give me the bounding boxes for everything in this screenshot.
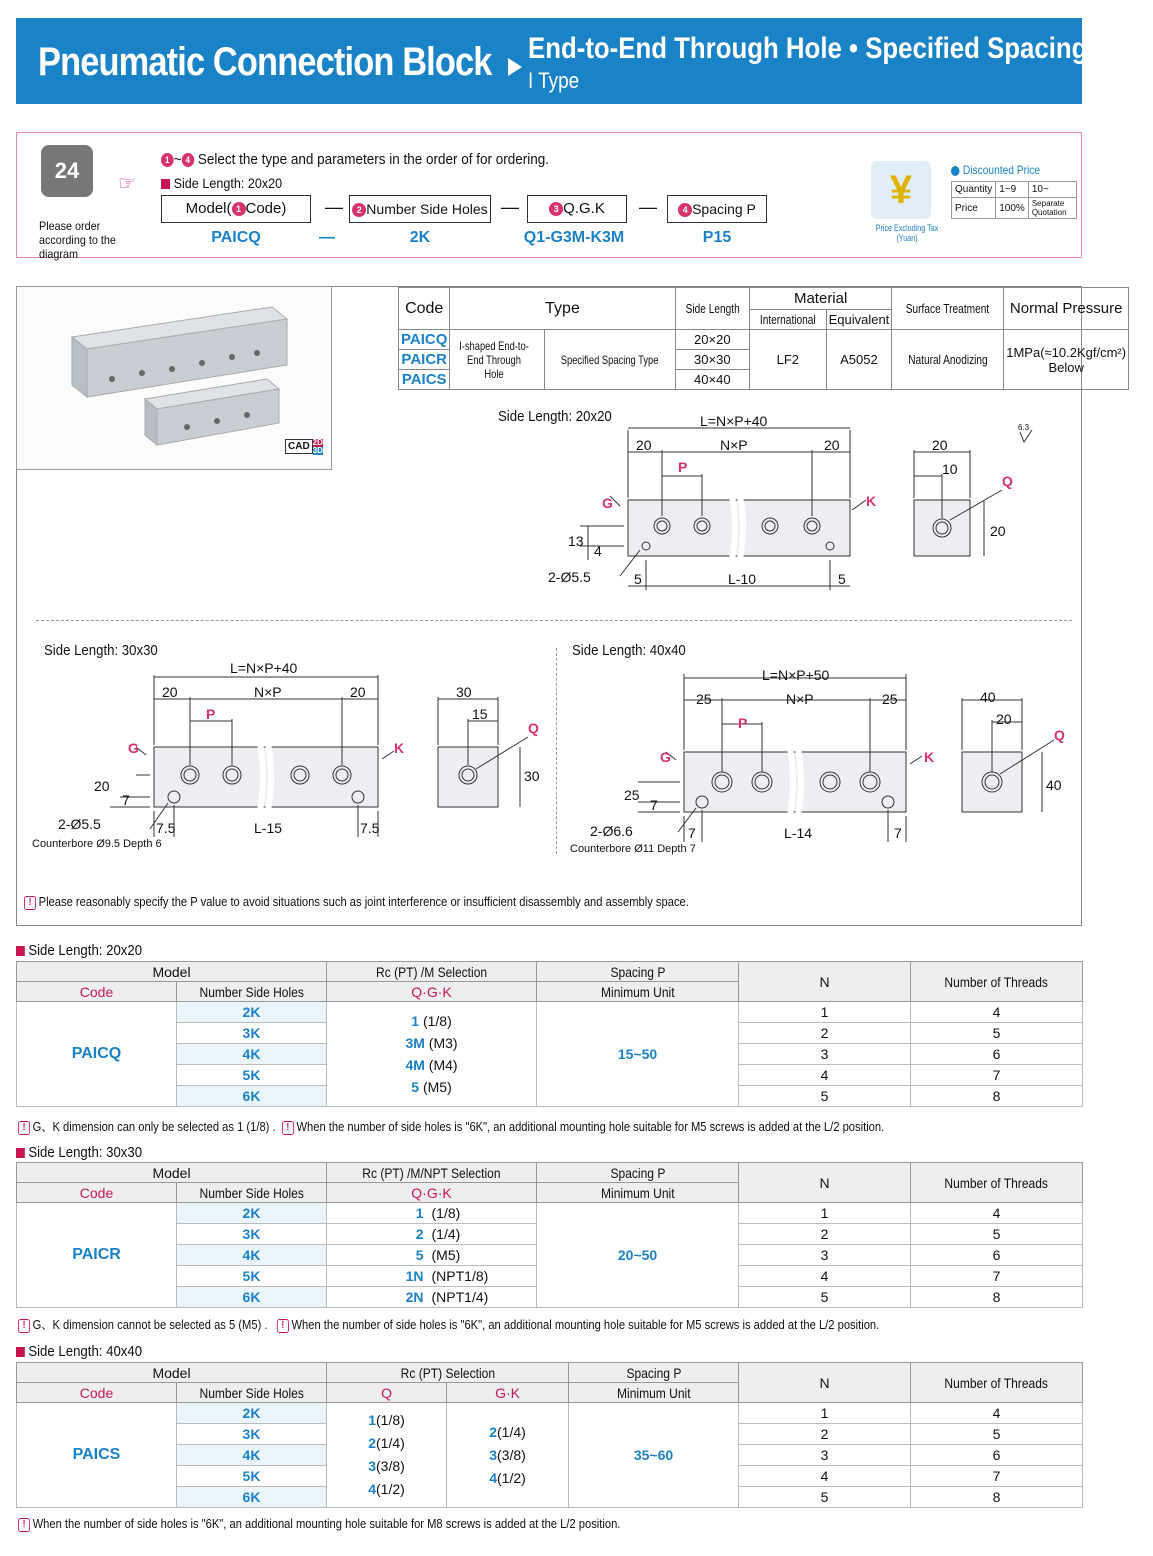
- dim-b: 25: [882, 691, 898, 707]
- code-paicq: PAICQ: [399, 330, 450, 350]
- dash: —: [501, 197, 519, 217]
- header-model: Model: [17, 1363, 327, 1383]
- table-row: [17, 1403, 1083, 1424]
- model-label: Model(: [185, 200, 232, 217]
- diagram-20-title: Side Length: 20x20: [498, 408, 612, 425]
- cell: 3K: [177, 1224, 327, 1245]
- side-20: 20×20: [675, 330, 749, 350]
- dim-v30: 30: [524, 768, 540, 784]
- qgk-label: Q.G.K: [563, 200, 605, 217]
- page-header: [16, 18, 1153, 104]
- dim-L14: L-14: [784, 825, 813, 841]
- warning-icon: !: [277, 1319, 289, 1333]
- header-n: N: [739, 1163, 911, 1203]
- cell: 5: [327, 1245, 432, 1266]
- sel-size: (M4): [428, 1057, 458, 1073]
- cell: 6: [911, 1445, 1083, 1466]
- diagram-40-title: Side Length: 40x40: [572, 642, 686, 659]
- label-q: Q: [528, 720, 539, 736]
- code-cell: PAICS: [17, 1403, 177, 1508]
- sel-code: 1: [368, 1412, 377, 1428]
- cell: Price: [952, 198, 996, 219]
- dim-4: 4: [594, 543, 602, 559]
- dim-np: N×P: [254, 684, 282, 700]
- L-formula: L=N×P+50: [762, 667, 830, 683]
- step-2-badge: 2: [352, 203, 366, 217]
- header-code: Code: [17, 982, 177, 1002]
- cell: 2: [739, 1424, 911, 1445]
- sel-code: 3: [489, 1446, 498, 1463]
- label-q: Q: [1002, 473, 1013, 489]
- cell: 4K: [177, 1445, 327, 1466]
- cell: 2K: [177, 1203, 327, 1224]
- label-k: K: [866, 493, 877, 509]
- section-20: [16, 942, 142, 959]
- cell: 3: [739, 1044, 911, 1065]
- table-20-notes: [18, 1116, 884, 1135]
- cell: (M5): [432, 1245, 537, 1266]
- cell: 4: [739, 1065, 911, 1086]
- cell: 2: [327, 1224, 432, 1245]
- holes-spec: 2-Ø6.6: [590, 823, 633, 839]
- label-k: K: [394, 740, 405, 756]
- cad-label: CAD: [285, 439, 313, 454]
- cell: 4: [739, 1266, 911, 1287]
- sel-code: 3: [368, 1458, 377, 1474]
- cell: 5: [911, 1023, 1083, 1044]
- yen-icon: ¥: [871, 161, 931, 219]
- header-code: Code: [17, 1383, 177, 1403]
- dim-e1: 7: [688, 825, 696, 841]
- step-1-badge: 1: [161, 153, 174, 167]
- dim-L10: L-10: [728, 571, 757, 587]
- order-instruction: [161, 151, 549, 168]
- diagram-30: [32, 655, 550, 855]
- header-rc: Rc (PT) /M Selection: [375, 963, 488, 980]
- dim-e1: 5: [634, 571, 642, 587]
- cell: 6K: [177, 1086, 327, 1107]
- page-title: Pneumatic Connection Block: [38, 40, 492, 84]
- price-table: [951, 181, 1077, 219]
- dim-e2: 7: [894, 825, 902, 841]
- section-title: Side Length: 20x20: [28, 942, 143, 959]
- cad-3d: 3D: [312, 446, 323, 455]
- cell: (1/8): [432, 1203, 537, 1224]
- dim-e2: 7.5: [360, 820, 380, 836]
- q-selection-cell: [327, 1403, 447, 1508]
- discount-text: Discounted Price: [962, 163, 1041, 177]
- discounted-price-label: [951, 163, 1040, 177]
- product-photo: [16, 286, 332, 470]
- main-note-text: Please reasonably specify the P value to avoid situations such as joint interference or insufficient disassembly and assembly space.: [38, 894, 689, 909]
- dash: —: [319, 229, 335, 246]
- side-40: 40×40: [675, 370, 749, 390]
- price-panel: [867, 157, 1077, 243]
- code-paicr: PAICR: [399, 350, 450, 370]
- sel-size: (1/8): [376, 1412, 405, 1428]
- header-n: N: [739, 962, 911, 1002]
- step-1-badge: 1: [232, 202, 246, 216]
- sel-size: (M5): [422, 1079, 452, 1095]
- cell: 5: [739, 1086, 911, 1107]
- divider-vertical: [556, 648, 557, 854]
- cell: 3K: [177, 1023, 327, 1044]
- cell: 4: [911, 1203, 1083, 1224]
- pressure-below: Below: [1048, 359, 1084, 375]
- cell: (NPT1/8): [432, 1266, 537, 1287]
- note-text: When the number of side holes is "6K", an additional mounting hole suitable for M5 screws is added at the L/2 position.: [291, 1317, 880, 1332]
- diagram-40: [566, 660, 1076, 860]
- cell: 1: [327, 1203, 432, 1224]
- header-threads: Number of Threads: [944, 1374, 1049, 1391]
- step-4-badge: 4: [181, 153, 194, 167]
- dim-s15: 15: [472, 706, 488, 722]
- gk-selection-cell: [447, 1403, 569, 1508]
- cell: 8: [911, 1287, 1083, 1308]
- selection-cell: [327, 1002, 537, 1107]
- cell: 8: [911, 1487, 1083, 1508]
- note-text: When the number of side holes is "6K", an additional mounting hole suitable for M8 screws is added at the L/2 position.: [32, 1516, 621, 1531]
- type2: Specified Spacing Type: [561, 352, 659, 367]
- cell: (NPT1/4): [432, 1287, 537, 1308]
- cell: 1~9: [996, 182, 1029, 198]
- sel-size: (1/4): [497, 1423, 526, 1440]
- warning-icon: !: [282, 1121, 294, 1135]
- cad-2d: 2D: [312, 438, 323, 447]
- header-intl: International: [759, 312, 816, 327]
- holes-spec: 2-Ø5.5: [58, 816, 101, 832]
- sel-code: 3M: [405, 1035, 425, 1051]
- price-excl-tax: Price Excluding Tax (Yuan): [875, 223, 939, 243]
- label-q: Q: [1054, 727, 1065, 743]
- sel-code: 2: [489, 1423, 498, 1440]
- section-30: [16, 1144, 142, 1161]
- header-rc: Rc (PT) Selection: [400, 1364, 495, 1381]
- cell: 3K: [177, 1424, 327, 1445]
- sel-size: (3/8): [497, 1446, 526, 1463]
- dim-b: 20: [350, 684, 366, 700]
- roughness: 6.3: [1018, 423, 1030, 432]
- table-30-notes: [18, 1314, 879, 1333]
- header-code: Code: [17, 1183, 177, 1203]
- order-side-length: [161, 175, 282, 191]
- spacing-label: Spacing P: [692, 201, 756, 217]
- equiv-value: A5052: [826, 330, 892, 390]
- page-subtitle-type: I Type: [528, 68, 580, 93]
- header-spacing: Spacing P: [610, 1164, 665, 1181]
- cell: 7: [911, 1065, 1083, 1086]
- header-side-holes: Number Side Holes: [199, 1384, 304, 1401]
- dim-b: 20: [824, 437, 840, 453]
- L-formula: L=N×P+40: [230, 660, 298, 676]
- cell: 4K: [177, 1044, 327, 1065]
- cell: 10~: [1028, 182, 1076, 198]
- header-gk: G·K: [447, 1383, 569, 1403]
- cell: 5: [739, 1487, 911, 1508]
- range-cell: 20~50: [537, 1203, 739, 1308]
- dim-7: 7: [122, 792, 130, 808]
- order-box-side-holes: [349, 195, 491, 223]
- range-cell: 15~50: [537, 1002, 739, 1107]
- cell: 5K: [177, 1266, 327, 1287]
- cell: 2N: [327, 1287, 432, 1308]
- example-code: PAICQ: [211, 229, 261, 246]
- pressure-value: 1MPa(≈10.2Kgf/cm²): [1006, 344, 1127, 360]
- code-cell: PAICR: [17, 1203, 177, 1308]
- dim-np: N×P: [786, 691, 814, 707]
- order-box-spacing: [667, 195, 767, 223]
- note-text: G、K dimension can only be selected as 1 (1/8) .: [32, 1119, 276, 1134]
- dim-e2: 5: [838, 571, 846, 587]
- cell: 2K: [177, 1403, 327, 1424]
- header-model: Model: [17, 962, 327, 982]
- dash: —: [325, 197, 343, 217]
- cell: 6: [911, 1044, 1083, 1065]
- diagram-30-title: Side Length: 30x30: [44, 642, 158, 659]
- warning-icon: !: [24, 896, 36, 910]
- header-pressure: Normal Pressure: [1004, 288, 1129, 330]
- label-k: K: [924, 749, 935, 765]
- cell: 6K: [177, 1287, 327, 1308]
- table-row: [17, 1203, 1083, 1224]
- tilde: ~: [173, 151, 182, 168]
- sel-size: (1/2): [497, 1469, 526, 1486]
- square-bullet-icon: [161, 179, 170, 189]
- label-p: P: [738, 715, 748, 731]
- table-20: [16, 961, 1083, 1107]
- header-qgk: Q·G·K: [327, 1183, 537, 1203]
- cell: 2: [739, 1224, 911, 1245]
- pointing-hand-icon: ☞: [118, 173, 136, 195]
- divider: [36, 620, 1072, 621]
- sel-size: (1/4): [376, 1435, 405, 1451]
- dim-s40: 40: [980, 689, 996, 705]
- sel-code: 1: [411, 1013, 420, 1029]
- square-bullet-icon: [16, 1347, 25, 1357]
- sel-code: 2: [368, 1435, 377, 1451]
- dim-s20: 20: [932, 437, 948, 453]
- example-qgk: Q1-G3M-K3M: [523, 229, 625, 246]
- header-min-unit: Minimum Unit: [600, 983, 675, 1000]
- dot-icon: [951, 166, 960, 176]
- header-side-holes: Number Side Holes: [199, 983, 304, 1000]
- section-40: [16, 1343, 142, 1360]
- header-spacing: Spacing P: [610, 963, 665, 980]
- order-box-qgk: [527, 195, 627, 223]
- sel-code: 4: [489, 1469, 498, 1486]
- sel-code: 4: [368, 1481, 377, 1497]
- label-p: P: [206, 706, 216, 722]
- cell: 8: [911, 1086, 1083, 1107]
- header-n: N: [739, 1363, 911, 1403]
- dim-v40: 40: [1046, 777, 1062, 793]
- sel-size: (M3): [428, 1035, 458, 1051]
- cell: 7: [911, 1266, 1083, 1287]
- order-box: [16, 132, 1082, 261]
- cell: 5: [739, 1287, 911, 1308]
- dim-7: 7: [650, 797, 658, 813]
- dim-20: 20: [94, 778, 110, 794]
- header-min-unit: Minimum Unit: [616, 1384, 691, 1401]
- page-subtitle: End-to-End Through Hole • Specified Spacing Type: [528, 32, 1153, 65]
- header-threads: Number of Threads: [944, 1174, 1049, 1191]
- label-g: G: [602, 495, 613, 511]
- type1: I-shaped End-to-End Through Hole: [459, 338, 530, 381]
- phone-24-icon: 24: [41, 145, 93, 197]
- sel-size: (1/2): [376, 1481, 405, 1497]
- warning-icon: !: [18, 1518, 30, 1532]
- header-equiv: Equivalent: [826, 310, 892, 330]
- cell: 4: [739, 1466, 911, 1487]
- counterbore: Counterbore Ø11 Depth 7: [570, 843, 696, 855]
- warning-icon: !: [18, 1319, 30, 1333]
- example-spacing: P15: [702, 229, 732, 246]
- cell: 7: [911, 1466, 1083, 1487]
- header-type: Type: [450, 288, 675, 330]
- cell: 4K: [177, 1245, 327, 1266]
- counterbore: Counterbore Ø9.5 Depth 6: [32, 838, 162, 850]
- cell: 3: [739, 1445, 911, 1466]
- header-side: Side Length: [685, 301, 740, 316]
- intl-value: LF2: [750, 330, 827, 390]
- range-cell: 35~60: [569, 1403, 739, 1508]
- dim-13: 13: [568, 533, 584, 549]
- dim-a: 20: [636, 437, 652, 453]
- square-bullet-icon: [16, 946, 25, 956]
- order-hint: Please order according to the diagram: [39, 219, 116, 261]
- sel-code: 5: [411, 1079, 420, 1095]
- order-box-model: [161, 195, 311, 223]
- cell: 5: [911, 1224, 1083, 1245]
- dim-v20: 20: [990, 523, 1006, 539]
- side-length-text: Side Length: 20x20: [173, 175, 283, 191]
- dim-s10: 10: [942, 461, 958, 477]
- cad-badge[interactable]: [285, 439, 325, 459]
- header-q: Q: [327, 1383, 447, 1403]
- code-label: Code): [245, 200, 287, 217]
- warning-icon: !: [18, 1121, 30, 1135]
- header-side-holes: Number Side Holes: [199, 1184, 304, 1201]
- label-g: G: [660, 749, 671, 765]
- header-min-unit: Minimum Unit: [600, 1184, 675, 1201]
- header-qgk: Q·G·K: [327, 982, 537, 1002]
- cell: 1: [739, 1002, 911, 1023]
- surface-value: Natural Anodizing: [908, 352, 988, 367]
- label-g: G: [128, 740, 139, 756]
- cell: 2K: [177, 1002, 327, 1023]
- L-formula: L=N×P+40: [700, 413, 768, 429]
- header-model: Model: [17, 1163, 327, 1183]
- section-title: Side Length: 30x30: [28, 1144, 143, 1161]
- cell: 2: [739, 1023, 911, 1044]
- cell: 1: [739, 1203, 911, 1224]
- dim-25: 25: [624, 787, 640, 803]
- header-threads: Number of Threads: [944, 973, 1049, 990]
- code-paics: PAICS: [399, 370, 450, 390]
- spec-table: [398, 287, 1129, 390]
- cell: 5K: [177, 1466, 327, 1487]
- cell: 5: [911, 1424, 1083, 1445]
- main-note: [24, 894, 689, 910]
- holes-spec: 2-Ø5.5: [548, 569, 591, 585]
- dim-s20: 20: [996, 711, 1012, 727]
- example-side-holes: 2K: [409, 229, 431, 246]
- table-40-notes: [18, 1516, 620, 1532]
- dim-L15: L-15: [254, 820, 283, 836]
- header-code: Code: [399, 288, 450, 330]
- instruction-text: Select the type and parameters in the order of for ordering.: [197, 151, 550, 168]
- header-rc: Rc (PT) /M/NPT Selection: [362, 1164, 501, 1181]
- square-bullet-icon: [16, 1148, 25, 1158]
- cell: (1/4): [432, 1224, 537, 1245]
- dim-np: N×P: [720, 437, 748, 453]
- table-40: [16, 1362, 1083, 1508]
- arrow-right-icon: [508, 58, 522, 76]
- cell: 6: [911, 1245, 1083, 1266]
- header-spacing: Spacing P: [626, 1364, 681, 1381]
- sel-code: 4M: [405, 1057, 425, 1073]
- header-surface: Surface Treatment: [906, 301, 990, 316]
- dim-e1: 7.5: [156, 820, 176, 836]
- cell: 5K: [177, 1065, 327, 1086]
- cell: 4: [911, 1002, 1083, 1023]
- header-material: Material: [750, 288, 892, 310]
- step-4-badge: 4: [678, 203, 692, 217]
- sel-size: (1/8): [422, 1013, 452, 1029]
- cell: 6K: [177, 1487, 327, 1508]
- code-cell: PAICQ: [17, 1002, 177, 1107]
- cell: 1: [739, 1403, 911, 1424]
- note-text: G、K dimension cannot be selected as 5 (M5) .: [32, 1317, 268, 1332]
- note-text: When the number of side holes is "6K", an additional mounting hole suitable for M5 screws is added at the L/2 position.: [296, 1119, 885, 1134]
- cell: 4: [911, 1403, 1083, 1424]
- cell: Quantity: [952, 182, 996, 198]
- section-title: Side Length: 40x40: [28, 1343, 143, 1360]
- side-holes-label: Number Side Holes: [366, 201, 488, 217]
- cell: 3: [739, 1245, 911, 1266]
- sel-size: (3/8): [376, 1458, 405, 1474]
- table-row: [17, 1002, 1083, 1023]
- step-3-badge: 3: [549, 202, 563, 216]
- label-p: P: [678, 459, 688, 475]
- table-30: [16, 1162, 1083, 1308]
- dash: —: [639, 197, 657, 217]
- side-30: 30×30: [675, 350, 749, 370]
- cell: 100%: [996, 198, 1029, 219]
- dim-a: 20: [162, 684, 178, 700]
- cell: Separate Quotation: [1028, 198, 1076, 219]
- cell: 1N: [327, 1266, 432, 1287]
- dim-a: 25: [696, 691, 712, 707]
- diagram-20: [540, 400, 1080, 610]
- dim-s30: 30: [456, 684, 472, 700]
